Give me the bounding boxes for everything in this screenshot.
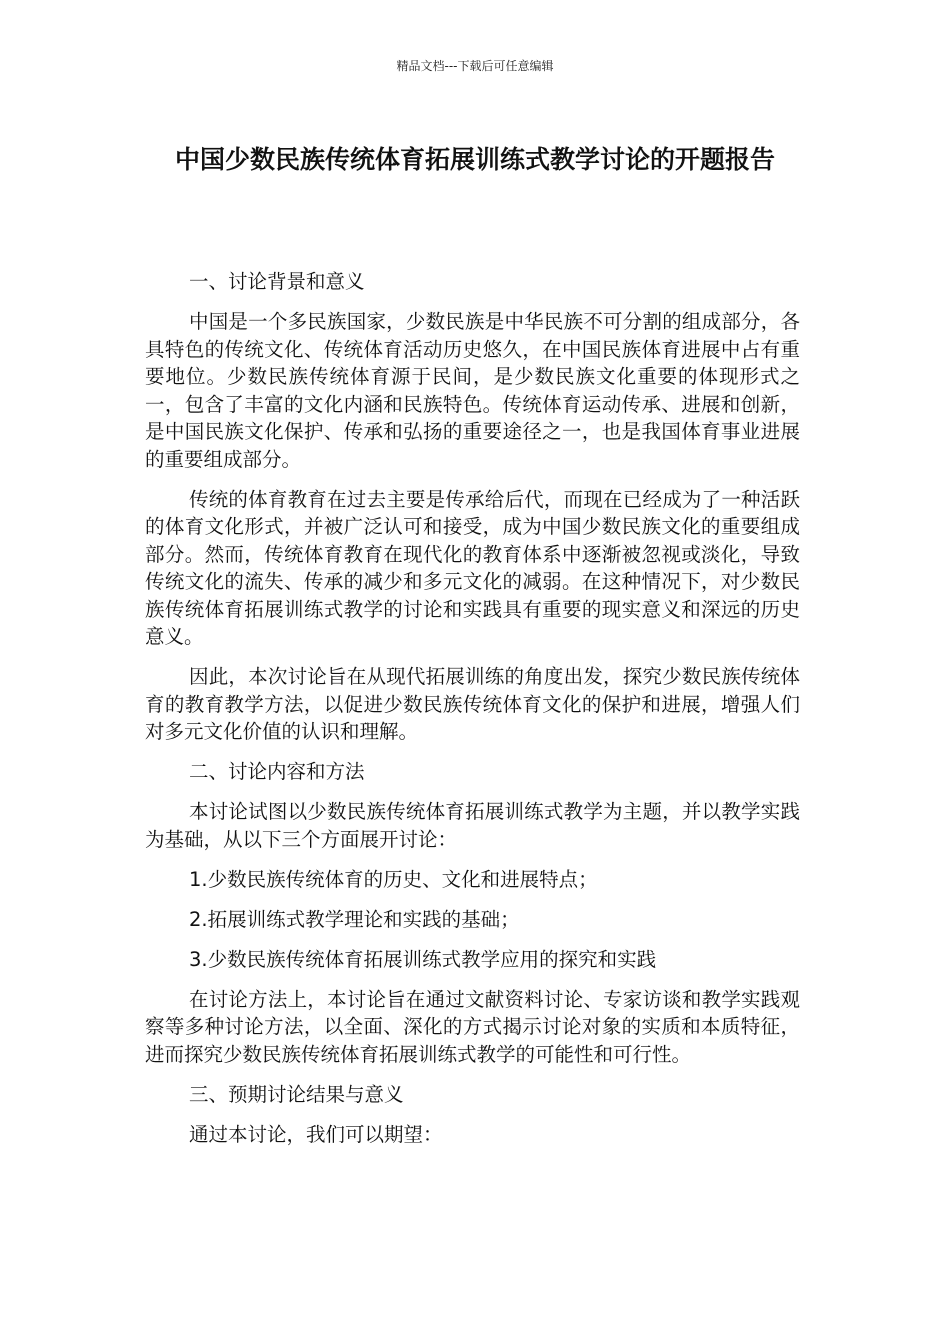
- paragraph: 因此，本次讨论旨在从现代拓展训练的角度出发，探究少数民族传统体育的教育教学方法，以促进少数民族传统体育文化的保护和进展，增强人们对多元文化价值的认识和理解。: [145, 665, 800, 743]
- paragraph: 本讨论试图以少数民族传统体育拓展训练式教学为主题，并以教学实践为基础，从以下三个方面展开讨论：: [145, 800, 800, 851]
- document-title: 中国少数民族传统体育拓展训练式教学讨论的开题报告: [174, 145, 775, 174]
- header-note: 精品文档---下载后可任意编辑: [396, 59, 554, 73]
- section-heading-expected-results: 三、预期讨论结果与意义: [189, 1082, 404, 1106]
- document-body: [145, 268, 800, 1161]
- list-item: 1.少数民族传统体育的历史、文化和进展特点；: [189, 867, 598, 891]
- paragraph: 通过本讨论，我们可以期望：: [189, 1122, 443, 1146]
- list-item: 3.少数民族传统体育拓展训练式教学应用的探究和实践: [189, 947, 657, 971]
- section-heading-content-method: 二、讨论内容和方法: [189, 760, 365, 783]
- section-heading-background: 一、讨论背景和意义: [189, 270, 365, 293]
- paragraph: 中国是一个多民族国家，少数民族是中华民族不可分割的组成部分，各具特色的传统文化、传统体育活动历史悠久，在中国民族体育进展中占有重要地位。少数民族传统体育源于民间，是少数民族文化重要的体现形式之一，包含了丰富的文化内涵和民族特色。传统体育运动传承、进展和创新，是中国民族文化保护、传承和弘扬的重要途径之一，也是我国体育事业进展的重要组成部分。: [145, 310, 800, 471]
- paragraph: 在讨论方法上，本讨论旨在通过文献资料讨论、专家访谈和教学实践观察等多种讨论方法，以全面、深化的方式揭示讨论对象的实质和本质特征，进而探究少数民族传统体育拓展训练式教学的可能性和可行性。: [145, 987, 800, 1066]
- list-item: 2.拓展训练式教学理论和实践的基础；: [189, 907, 520, 931]
- paragraph: 传统的体育教育在过去主要是传承给后代，而现在已经成为了一种活跃的体育文化形式，并被广泛认可和接受，成为中国少数民族文化的重要组成部分。然而，传统体育教育在现代化的教育体系中逐渐被忽视或淡化，导致传统文化的流失、传承的减少和多元文化的减弱。在这种情况下，对少数民族传统体育拓展训练式教学的讨论和实践具有重要的现实意义和深远的历史意义。: [145, 487, 800, 648]
